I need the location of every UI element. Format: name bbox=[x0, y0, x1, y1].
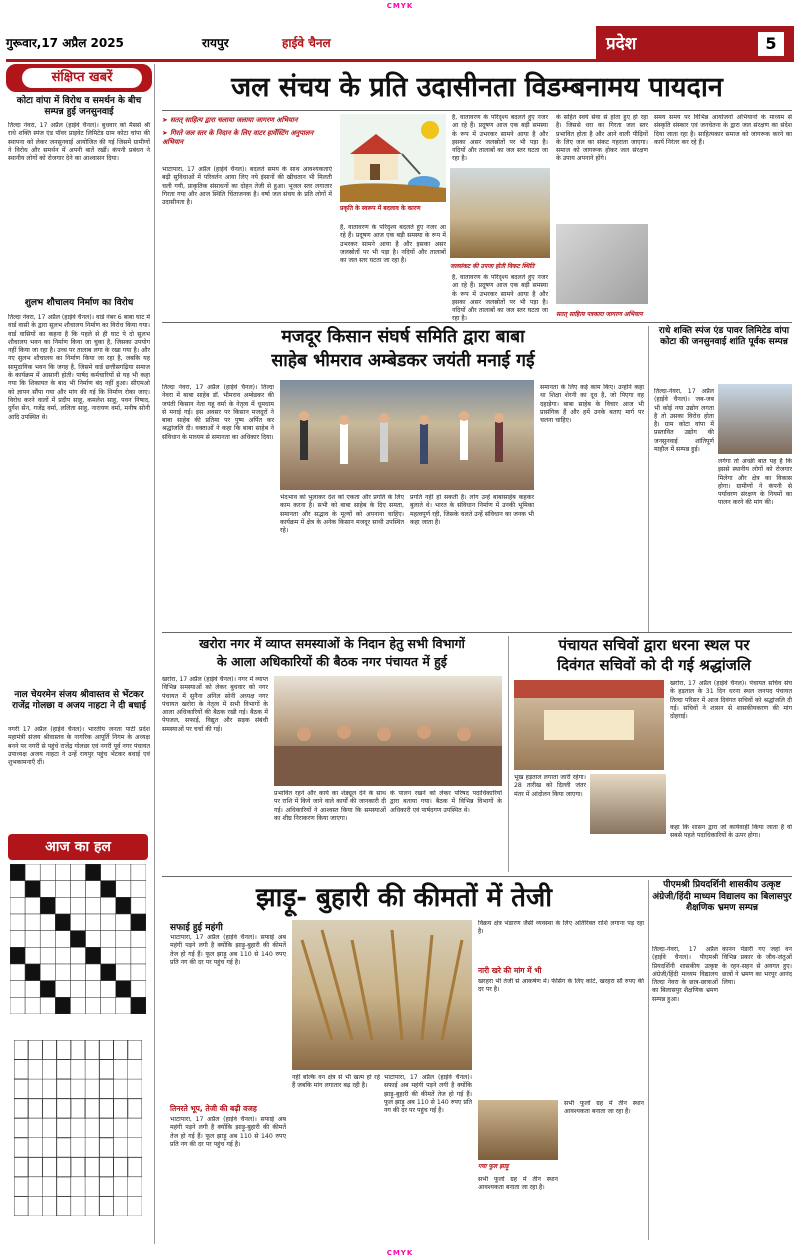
sudoku-cell bbox=[14, 1118, 28, 1138]
crossword-cell bbox=[10, 931, 25, 948]
crossword-cell bbox=[55, 931, 70, 948]
crossword-cell bbox=[116, 881, 131, 898]
campaign-photo bbox=[556, 224, 648, 304]
lead-headline: जल संचय के प्रति उदासीनता विडम्बनामय पायदान bbox=[231, 72, 723, 103]
rainwater-harvest-illustration bbox=[340, 114, 446, 202]
crossword-cell bbox=[86, 931, 101, 948]
sudoku-cell bbox=[128, 1060, 142, 1080]
panchayat-body-3: कहा कि शासन द्वारा जो कार्यवाही किया जाता है वो सबसे पहले पदाधिकारियों के ऊपर होगा। bbox=[670, 824, 792, 840]
crossword-cell bbox=[116, 997, 131, 1014]
crossword-cell bbox=[70, 881, 85, 898]
lead-bullet-2-text: गिरते जल स्तर के निदान के लिए वाटर हार्वेस्टिंग अनुपालन अभियान bbox=[162, 129, 314, 146]
lead-body-2: है, वातावरण के परिदृश्य बदलते हुए नजर आ रहे हैं। प्रदूषण आज एक बड़ी समस्या के रूप में उभरकर सामने आया है और इसका असर जलस्रोतों पर भी पड़ा है। नदियों और तालाबों का जल स्तर घटता जा रहा है। bbox=[452, 114, 548, 163]
sudoku-cell bbox=[99, 1079, 113, 1099]
sudoku-cell bbox=[85, 1060, 99, 1080]
sudoku-cell bbox=[57, 1040, 71, 1060]
ambedkar-body-3: प्रगति नहीं हो सकती है। लोग उन्हें बाबासाहेब कहकर बुलाते थे। भारत के संविधान निर्माण में उनकी भूमिका महत्वपूर्ण रही, जिसके चलते उन्हें संविधान का जनक भी कहा जाता है। bbox=[410, 494, 534, 526]
sudoku-cell bbox=[57, 1099, 71, 1119]
kharora-body-1: खरोरा, 17 अप्रैल (हाईवे चैनल)। नगर में व्याप्त विभिन्न समस्याओं को लेकर बुधवार को नगर पंचायत में सुनैना अनिल सोनी अध्यक्ष नगर पंचायत खरोरा के नेतृत्व में सभी विभागों के आला अधिकारियों की बैठक रखी गई। बैठक में पेयजल, सफाई, विद्युत और सड़क संबंधी समस्याओं पर चर्चा की गई। bbox=[162, 676, 268, 733]
jhadu-sub: सफाई हुई महंगी bbox=[170, 923, 223, 933]
kota-body-2: लगेगा तो अच्छी बात यह है कि इससे स्थानीय लोगों को रोजगार मिलेगा और क्षेत्र का विकास होगा। ग्रामीणों ने कंपनी से पर्यावरण संरक्षण के नियमों का पालन करने की मांग की। bbox=[718, 458, 792, 507]
sudoku-cell bbox=[71, 1138, 85, 1158]
crossword-cell bbox=[101, 964, 116, 981]
crossword-cell bbox=[40, 931, 55, 948]
sudoku-cell bbox=[14, 1099, 28, 1119]
crossword-cell bbox=[40, 947, 55, 964]
jhadu-body-5b: सभी फूलों ग्रह में तीन स्थान आवश्यकता बनाता जा रहा है। bbox=[478, 1176, 558, 1192]
sudoku-cell bbox=[128, 1040, 142, 1060]
sudoku-cell bbox=[42, 1060, 56, 1080]
sudoku-cell bbox=[42, 1177, 56, 1197]
cmyk-marker-top: CMYK bbox=[386, 2, 414, 10]
crossword-cell bbox=[101, 914, 116, 931]
lead-bullet-2 bbox=[162, 129, 332, 147]
lead-body-3: के सहित स्वयं सेवा से होता हुए हो रहा है। जिससे धरा का गिरता जल स्तर प्रभावित होता है और आने वाली पीढ़ियों के लिए जल का संकट गहराता जाएगा। समाज को जागरूक होकर जल संरक्षण के उपाय अपनाने होंगे। bbox=[556, 114, 648, 163]
sidebar-headline-3: नाल चेयरमेन संजय श्रीवास्तव से भेंटकर राजेंद्र गोलछा व अजय नाहटा ने दी बधाई bbox=[12, 690, 146, 711]
sidebar-headline-2: शुलभ शौचालय निर्माण का विरोध bbox=[24, 298, 134, 308]
kharora-body-3: के पालन रखने को लेकर परिषद पदाधिकारियों द्वारा बताया गया। बैठक में विभिन्न विभागों के अधिकारी एवं पार्षदगण उपस्थित थे। bbox=[390, 790, 502, 814]
lead-bullet-1 bbox=[162, 116, 332, 125]
sudoku-cell bbox=[114, 1138, 128, 1158]
panchayat-photo bbox=[514, 680, 664, 770]
crossword-cell bbox=[40, 997, 55, 1014]
crossword-cell bbox=[70, 981, 85, 998]
crossword-cell bbox=[55, 881, 70, 898]
sidebar-body-2: तिल्दा नेवरा, 17 अप्रैल (हाईवे चैनल)। वार्ड नंबर 6 बाबा घाट में वार्ड वासी के द्वारा सुलभ शौचालय निर्माण का विरोध किया गया। वार्ड वासियों का कहना है कि पहले से ही घाट पे दो सुलभ शौचालय भवन का निर्माण किया जा चुका है, जिसका उपयोग नहीं किया जा रहा है। उच्च पर तालाब लगा के रखा गया है। और नए सुलभ शौचालय का निर्माण किया जा रहा है, जबकि यह सामुदायिक भवन कि जगह है, जिसमे वार्ड छत्तीसगढ़िया समाज के कार्यक्रम में आसानी होती। पार्षद कर्मचारियों से यह भी कहा गया कि शिकायत के बाद भी निर्माण बंद नहीं हुआ। सीएमओ को ज्ञापन सौंपा गया और मांग की गई कि निर्माण रोका जाए। विरोध करने वालों में प्रदीप साहू, कमलेश साहू, पवन निषाद, दुर्गेश सेन, गजेंद्र वर्मा, ललिता साहू, नारायण वर्मा, मनीष सोनी आदि उपस्थित थे। bbox=[8, 314, 150, 421]
sudoku-cell bbox=[14, 1177, 28, 1197]
sudoku-cell bbox=[42, 1118, 56, 1138]
sudoku-cell bbox=[114, 1079, 128, 1099]
sudoku-cell bbox=[42, 1079, 56, 1099]
sudoku-cell bbox=[114, 1099, 128, 1119]
sudoku-cell bbox=[85, 1118, 99, 1138]
dry-land-photo bbox=[450, 168, 550, 258]
sudoku-cell bbox=[28, 1177, 42, 1197]
crossword-cell bbox=[10, 981, 25, 998]
crossword-cell bbox=[131, 914, 146, 931]
crossword-cell bbox=[55, 914, 70, 931]
crossword-cell bbox=[86, 864, 101, 881]
sudoku-cell bbox=[28, 1060, 42, 1080]
jhadu-body-1b: भाटापारा, 17 अप्रैल (हाईवे चैनल)। सफाई अब महंगी पड़ने लगी है क्योंकि झाड़ू-बुहारी की कीमतें तेज हो गई हैं। फूल झाड़ू अब 110 से 140 रुपए प्रति नग की दर पर पहुंच गई है। bbox=[170, 1116, 286, 1148]
crossword-cell bbox=[25, 864, 40, 881]
lead-bullet-1-text: सतत् साहित्य द्वारा चलाया जलाया जागरण अभियान bbox=[170, 116, 298, 124]
sudoku-cell bbox=[85, 1157, 99, 1177]
sidebar-divider bbox=[154, 64, 155, 1244]
crossword-cell bbox=[70, 997, 85, 1014]
crossword-cell bbox=[131, 864, 146, 881]
crossword-cell bbox=[25, 914, 40, 931]
crossword-cell bbox=[116, 981, 131, 998]
sudoku-cell bbox=[99, 1118, 113, 1138]
crossword-cell bbox=[10, 914, 25, 931]
column-divider-right bbox=[648, 326, 649, 632]
jhadu-headline: झाड़ू- बुहारी की कीमतों में तेजी bbox=[255, 883, 552, 913]
header-section: प्रदेश bbox=[606, 34, 637, 54]
brief-news-title: संक्षिप्त खबरें bbox=[22, 68, 142, 88]
kota-headline: राधे शक्ति स्पंज एंड पावर लिमिटेड वांपा कोटा की जनसुनवाई शांति पूर्वक सम्पन्न bbox=[658, 326, 790, 347]
crossword-cell bbox=[40, 914, 55, 931]
sudoku-cell bbox=[99, 1040, 113, 1060]
panchayat-photo-2 bbox=[590, 774, 666, 834]
sudoku-cell bbox=[85, 1079, 99, 1099]
sudoku-cell bbox=[28, 1099, 42, 1119]
header-left-band bbox=[6, 26, 596, 62]
brooms-photo bbox=[292, 920, 472, 1070]
crossword-cell bbox=[55, 964, 70, 981]
sudoku-cell bbox=[128, 1079, 142, 1099]
arrow-icon: ➤ bbox=[162, 116, 171, 124]
crossword-cell bbox=[55, 947, 70, 964]
crossword-cell bbox=[25, 931, 40, 948]
sudoku-cell bbox=[99, 1060, 113, 1080]
header-city: रायपुर bbox=[202, 36, 229, 50]
sudoku-cell bbox=[28, 1079, 42, 1099]
ambedkar-headline-2: साहेब भीमराव अम्बेडकर जयंती मनाई गई bbox=[271, 351, 535, 371]
sudoku-cell bbox=[14, 1138, 28, 1158]
header-date: गुरूवार,17 अप्रैल 2025 bbox=[6, 36, 124, 50]
crossword-cell bbox=[116, 914, 131, 931]
sudoku-cell bbox=[42, 1196, 56, 1216]
sudoku-cell bbox=[99, 1177, 113, 1197]
sudoku-cell bbox=[71, 1079, 85, 1099]
kota-body-1: तिल्दा-नेवरा, 17 अप्रैल (हाईवे चैनल)। जब-जब भी कोई नया उद्योग लगता है तो उसका विरोध होता है। ग्राम कोटा वांपा में प्रस्तावित उद्योग की जनसुनवाई शांतिपूर्ण माहौल में सम्पन्न हुई। bbox=[654, 388, 714, 454]
sidebar-body-3: नगरी 17 अप्रैल (हाईवे चैनल)। भारतीय जनता पार्टी प्रदेश महामंत्री संजय श्रीवास्तव के नागरिक आपूर्ति निगम के अध्यक्ष बनने पर नगरी से पहुंचे राजेंद्र गोलछा एवं नगरी पूर्व नगर पंचायत उपाध्यक्ष अजय नाहटा ने उन्हें रायपुर पहुंच भेंटकर बधाई एवं शुभकामनाएँ दीं। bbox=[8, 726, 150, 767]
crossword-cell bbox=[116, 964, 131, 981]
crossword-cell bbox=[25, 981, 40, 998]
ambedkar-headline-1: मजदूर किसान संघर्ष समिति द्वारा बाबा bbox=[281, 327, 525, 347]
crossword-cell bbox=[25, 881, 40, 898]
sudoku-cell bbox=[42, 1157, 56, 1177]
vidyalaya-body-1: तिल्दा-नेवरा, 17 अप्रैल (हाईवे चैनल)। पीएमश्री प्रियदर्शिनी शासकीय उत्कृष्ट अंग्रेजी/हिंदी माध्यम विद्यालय तिल्दा नेवरा के छात्र-छात्राओं का बिलासपुर शैक्षणिक भ्रमण सम्पन्न हुआ। bbox=[652, 946, 718, 1003]
sudoku-grid bbox=[14, 1040, 142, 1216]
crossword-cell bbox=[131, 897, 146, 914]
crossword-cell bbox=[131, 964, 146, 981]
sidebar-body-1: तिल्दा नेवरा, 17 अप्रैल (हाईवे चैनल)। बुधवार को मैसर्स श्री राधे शक्ति स्पंज एंड पॉवर प्राइवेट लिमिटेड ग्राम कोटा चांपा की स्थापना को लेकर जनसुनवाई आयोजित की गई जिसमें ग्रामीणों ने विरोध और समर्थन में अपनी बातें रखीं। कंपनी प्रबंधन ने स्थानीय लोगों को रोजगार देने का आश्वासन दिया। bbox=[8, 122, 150, 163]
crossword-cell bbox=[40, 881, 55, 898]
kota-photo-1 bbox=[718, 384, 792, 454]
sudoku-cell bbox=[85, 1177, 99, 1197]
sudoku-cell bbox=[71, 1040, 85, 1060]
crossword-cell bbox=[70, 864, 85, 881]
crossword-cell bbox=[86, 964, 101, 981]
sudoku-cell bbox=[28, 1157, 42, 1177]
sudoku-cell bbox=[28, 1196, 42, 1216]
jhadu-body-2b: भाटापारा, 17 अप्रैल (हाईवे चैनल)। सफाई अब महंगी पड़ने लगी है क्योंकि झाड़ू-बुहारी की कीमतें तेज हो गई हैं। फूल झाड़ू अब 110 से 140 रुपए प्रति नग की दर पर पहुंच गई है। bbox=[384, 1074, 472, 1115]
jhadu-body-5: सभी फूलों ग्रह में तीन स्थान आवश्यकता बनाता जा रहा है। bbox=[564, 1100, 644, 1116]
vidyalaya-body-2: कानन पेंडारी गए जहां वन विभिन्न प्रकार के जीव-जंतुओं के रहन-सहन से अवगत हुए। छात्रों ने भ्रमण का भरपूर आनंद लिया। bbox=[722, 946, 792, 987]
sudoku-cell bbox=[14, 1157, 28, 1177]
page-header bbox=[6, 26, 794, 62]
arrow-icon: ➤ bbox=[162, 129, 171, 137]
sudoku-cell bbox=[71, 1118, 85, 1138]
crossword-cell bbox=[70, 947, 85, 964]
crossword-cell bbox=[101, 947, 116, 964]
crossword-cell bbox=[86, 914, 101, 931]
kharora-body-2: प्रभावित रहने और कार्य का शेड्यूल देने के साथ पर राशि में किये जाने वाले कार्यों की जानकारी दी गई। अधिकारियों ने आश्वस्त किया कि समस्याओं का शीघ्र निराकरण किया जाएगा। bbox=[274, 790, 386, 822]
crossword-cell bbox=[70, 931, 85, 948]
sudoku-cell bbox=[57, 1138, 71, 1158]
lead-caption-1: जलसंकट की उपजा होती विकट स्थिति bbox=[450, 263, 535, 270]
sudoku-cell bbox=[85, 1040, 99, 1060]
crossword-cell bbox=[131, 881, 146, 898]
sudoku-cell bbox=[114, 1118, 128, 1138]
cmyk-marker-bottom: CMYK bbox=[386, 1249, 414, 1257]
jhadu-body-2: नहीं बल्कि वन क्षेत्र से भी खत्म हो रहे हैं जबकि मांग लगातार बढ़ रही है। bbox=[292, 1074, 380, 1090]
sudoku-cell bbox=[128, 1099, 142, 1119]
crossword-cell bbox=[10, 947, 25, 964]
sudoku-cell bbox=[71, 1099, 85, 1119]
sudoku-cell bbox=[128, 1157, 142, 1177]
crossword-cell bbox=[55, 997, 70, 1014]
sudoku-cell bbox=[14, 1060, 28, 1080]
lead-body-2b: है, वातावरण के परिदृश्य बदलते हुए नजर आ रहे हैं। प्रदूषण आज एक बड़ी समस्या के रूप में उभरकर सामने आया है और इसका असर जलस्रोतों पर भी पड़ा है। नदियों और तालाबों का जल स्तर घटता जा रहा है। bbox=[452, 274, 548, 323]
crossword-cell bbox=[40, 964, 55, 981]
crossword-cell bbox=[25, 997, 40, 1014]
sudoku-cell bbox=[71, 1060, 85, 1080]
jhadu-sub2: तिनरते भूप, तेजी की बढ़ी वजह bbox=[170, 1104, 257, 1113]
crossword-cell bbox=[131, 981, 146, 998]
crossword-cell bbox=[101, 897, 116, 914]
crossword-cell bbox=[70, 914, 85, 931]
lead-body-4: समय समय पर विभिन्न आयोजनों अभियानों के माध्यम से संस्कृति संस्कार एवं जनचेतना के द्वारा जल संरक्षण का संदेश दिया जाता रहा है। साहित्यकार समाज को जागरूक करने का कार्य निरंतर कर रहे हैं। bbox=[654, 114, 792, 146]
crossword-cell bbox=[116, 931, 131, 948]
sudoku-cell bbox=[114, 1196, 128, 1216]
sudoku-cell bbox=[28, 1040, 42, 1060]
sudoku-cell bbox=[57, 1177, 71, 1197]
sudoku-cell bbox=[57, 1079, 71, 1099]
lead-body-1: भाटापारा, 17 अप्रैल (हाईवे चैनल)। बदलते समय के साथ आवश्यकताएं बढ़ी सुविधाओं में परिवर्तन आया लिए नये इंसानों की खीचतान भी मिलती चली गयी, प्राकृतिक संसाधनों का दोहन तेजी से हुआ। भूजल स्तर लगातार गिरता गया और आज स्थिति चिंताजनक है। वर्षा जल संचय के प्रति लोगों में उदासीनता है। bbox=[162, 166, 332, 207]
crossword-cell bbox=[101, 864, 116, 881]
kharora-headline-1: खरोरा नगर में व्याप्त समस्याओं के निदान हेतु सभी विभागों bbox=[199, 636, 465, 651]
crossword-cell bbox=[25, 947, 40, 964]
kharora-meeting-photo bbox=[274, 676, 502, 786]
panchayat-body-1: खरोरा, 17 अप्रैल (हाईवे चैनल)। पंचायत सचिव संघ के हड़ताल के 31 दिन धरना स्थल जनपद पंचायत तिल्दा परिसर में आज दिवंगत सचिवों को श्रद्धांजलि दी गई। सचिवों ने शासन से शासकीयकरण की मांग दोहराई। bbox=[670, 680, 792, 721]
flower-broom-photo bbox=[478, 1100, 558, 1160]
crossword-cell bbox=[101, 997, 116, 1014]
sudoku-cell bbox=[114, 1157, 128, 1177]
brief-news-box bbox=[6, 64, 152, 92]
sudoku-cell bbox=[57, 1118, 71, 1138]
sudoku-cell bbox=[71, 1196, 85, 1216]
todays-solution-title: आज का हल bbox=[8, 834, 148, 860]
crossword-cell bbox=[131, 947, 146, 964]
crossword-cell bbox=[70, 897, 85, 914]
ambedkar-event-photo bbox=[280, 380, 534, 490]
crossword-grid bbox=[10, 864, 146, 1014]
header-section-band bbox=[596, 26, 794, 62]
kharora-headline-2: के आला अधिकारियों की बैठक नगर पंचायत में हुई bbox=[217, 654, 447, 669]
crossword-cell bbox=[55, 981, 70, 998]
crossword-cell bbox=[10, 964, 25, 981]
rule-mid bbox=[162, 632, 792, 633]
sudoku-cell bbox=[57, 1060, 71, 1080]
sudoku-cell bbox=[114, 1177, 128, 1197]
lead-rule bbox=[162, 110, 792, 111]
lead-pic-label: प्रकृति के स्वरूप में बदलाव के कारण bbox=[340, 205, 421, 212]
crossword-cell bbox=[55, 897, 70, 914]
jhadu-body-1: भाटापारा, 17 अप्रैल (हाईवे चैनल)। सफाई अब महंगी पड़ने लगी है क्योंकि झाड़ू-बुहारी की कीमतें तेज हो गई हैं। फूल झाड़ू अब 110 से 140 रुपए प्रति नग की दर पर पहुंच गई है। bbox=[170, 934, 286, 966]
crossword-cell bbox=[101, 881, 116, 898]
crossword-cell bbox=[86, 947, 101, 964]
crossword-cell bbox=[25, 897, 40, 914]
sudoku-cell bbox=[28, 1118, 42, 1138]
crossword-cell bbox=[40, 981, 55, 998]
sudoku-cell bbox=[85, 1099, 99, 1119]
crossword-cell bbox=[40, 897, 55, 914]
crossword-cell bbox=[86, 881, 101, 898]
lead-bullets bbox=[162, 116, 332, 147]
panchayat-headline-1: पंचायत सचिवों द्वारा धरना स्थल पर bbox=[558, 636, 750, 654]
sudoku-cell bbox=[71, 1157, 85, 1177]
sudoku-cell bbox=[42, 1099, 56, 1119]
sudoku-cell bbox=[85, 1138, 99, 1158]
rule-lower bbox=[162, 876, 792, 877]
sudoku-cell bbox=[42, 1040, 56, 1060]
sudoku-cell bbox=[71, 1177, 85, 1197]
crossword-cell bbox=[25, 964, 40, 981]
crossword-cell bbox=[131, 997, 146, 1014]
column-divider-lower bbox=[648, 880, 649, 1240]
sudoku-cell bbox=[28, 1138, 42, 1158]
crossword-cell bbox=[86, 997, 101, 1014]
sudoku-cell bbox=[14, 1040, 28, 1060]
sudoku-cell bbox=[99, 1099, 113, 1119]
crossword-cell bbox=[40, 864, 55, 881]
crossword-cell bbox=[10, 997, 25, 1014]
sudoku-cell bbox=[57, 1196, 71, 1216]
jhadu-body-3: विक्रय क्षेत्र भंडारण जैसी व्यवस्था के लिए अतिरिक्त राशि लगाना पड़ रहा है। bbox=[478, 920, 644, 936]
panchayat-body-2: भूख हड़ताल लगाता जारी रहेगा। 28 तारीख को दिल्ली जंतर मंतर में आंदोलन किया जाएगा। bbox=[514, 774, 586, 798]
sudoku-cell bbox=[128, 1196, 142, 1216]
header-brand: हाईवे चैनल bbox=[282, 36, 331, 50]
ambedkar-body-1: तिल्दा नेवरा, 17 अप्रैल (हाईवे चैनल)। तिल्दा नेवरा में बाबा साहेब डॉ. भीमराव अम्बेडकर की जयंती किसान नेता यहू वर्मा के नेतृत्व में धूमधाम से मनाई गई। इस अवसर पर किसान मजदूरों ने बाबा साहेब की प्रतिमा पर पुष्प अर्पित कर श्रद्धांजलि दी। वक्ताओं ने कहा कि बाबा साहेब ने संविधान के माध्यम से समानता का अधिकार दिया। bbox=[162, 384, 274, 441]
sudoku-cell bbox=[114, 1060, 128, 1080]
jhadu-caption: गया फूल झाड़ू bbox=[478, 1163, 509, 1170]
page-number: 5 bbox=[758, 32, 784, 56]
column-divider-mid bbox=[508, 636, 509, 872]
crossword-cell bbox=[86, 897, 101, 914]
lead-body-1b: है, वातावरण के परिदृश्य बदलते हुए नजर आ रहे हैं। प्रदूषण आज एक बड़ी समस्या के रूप में उभरकर सामने आया है और इसका असर जलस्रोतों पर भी पड़ा है। नदियों और तालाबों का जल स्तर घटता जा रहा है। bbox=[340, 224, 446, 265]
rule-after-lead bbox=[162, 322, 792, 323]
ambedkar-body-4: समानता के लिए कई काम किए। उन्होंने कहा था शिक्षा शेरनी का दूध है, जो पिएगा वह दहाड़ेगा। बाबा साहेब के विचार आज भी प्रासंगिक हैं और हमें उनके बताए मार्ग पर चलना चाहिए। bbox=[540, 384, 644, 425]
crossword-cell bbox=[10, 897, 25, 914]
sudoku-cell bbox=[128, 1118, 142, 1138]
vidyalaya-headline: पीएमश्री प्रियदर्शिनी शासकीय उत्कृष्ट अंग्रेजी/हिंदी माध्यम विद्यालय का बिलासपुर शैक्षणिक भ्रमण सम्पन्न bbox=[652, 880, 792, 913]
kota-spacer bbox=[654, 370, 716, 384]
crossword-cell bbox=[116, 897, 131, 914]
sudoku-cell bbox=[99, 1196, 113, 1216]
crossword-cell bbox=[10, 881, 25, 898]
crossword-cell bbox=[101, 981, 116, 998]
sudoku-cell bbox=[85, 1196, 99, 1216]
jhadu-sub3: नारी खरे की मांग में भी bbox=[478, 966, 542, 975]
sudoku-cell bbox=[99, 1157, 113, 1177]
sudoku-cell bbox=[57, 1157, 71, 1177]
sidebar-headline-1: कोटा वांपा में विरोध व समर्थन के बीच सम्पन्न हुई जनसुनवाई bbox=[16, 96, 142, 117]
crossword-cell bbox=[86, 981, 101, 998]
sudoku-cell bbox=[14, 1196, 28, 1216]
crossword-cell bbox=[10, 864, 25, 881]
crossword-cell bbox=[131, 931, 146, 948]
lead-caption-2: सतत् साहित्य पत्रकारा जागरण अभियान bbox=[556, 311, 643, 318]
crossword-cell bbox=[116, 864, 131, 881]
sudoku-cell bbox=[14, 1079, 28, 1099]
sudoku-cell bbox=[114, 1040, 128, 1060]
panchayat-headline-2: दिवंगत सचिवों को दी गई श्रद्धांजलि bbox=[557, 656, 751, 674]
crossword-cell bbox=[70, 964, 85, 981]
crossword-cell bbox=[55, 864, 70, 881]
sudoku-cell bbox=[128, 1138, 142, 1158]
ambedkar-body-2: भेदभाव को भुलाकर देश को एकता और प्रगति के लिए काम करना है। सभी को बाबा साहेब के दिए समता, समानता और सद्भाव के मूल्यों को अपनाना चाहिए। कार्यक्रम में क्षेत्र के अनेक किसान मजदूर साथी उपस्थित रहे। bbox=[280, 494, 404, 535]
sudoku-cell bbox=[42, 1138, 56, 1158]
crossword-cell bbox=[116, 947, 131, 964]
jhadu-body-4: खरहरा भी तेजी से आकर्षण में। फेंसिंग के लिए कांटे, खरहरा सौ रुपए की दर पर है। bbox=[478, 978, 644, 994]
crossword-cell bbox=[101, 931, 116, 948]
sudoku-cell bbox=[128, 1177, 142, 1197]
sudoku-cell bbox=[99, 1138, 113, 1158]
